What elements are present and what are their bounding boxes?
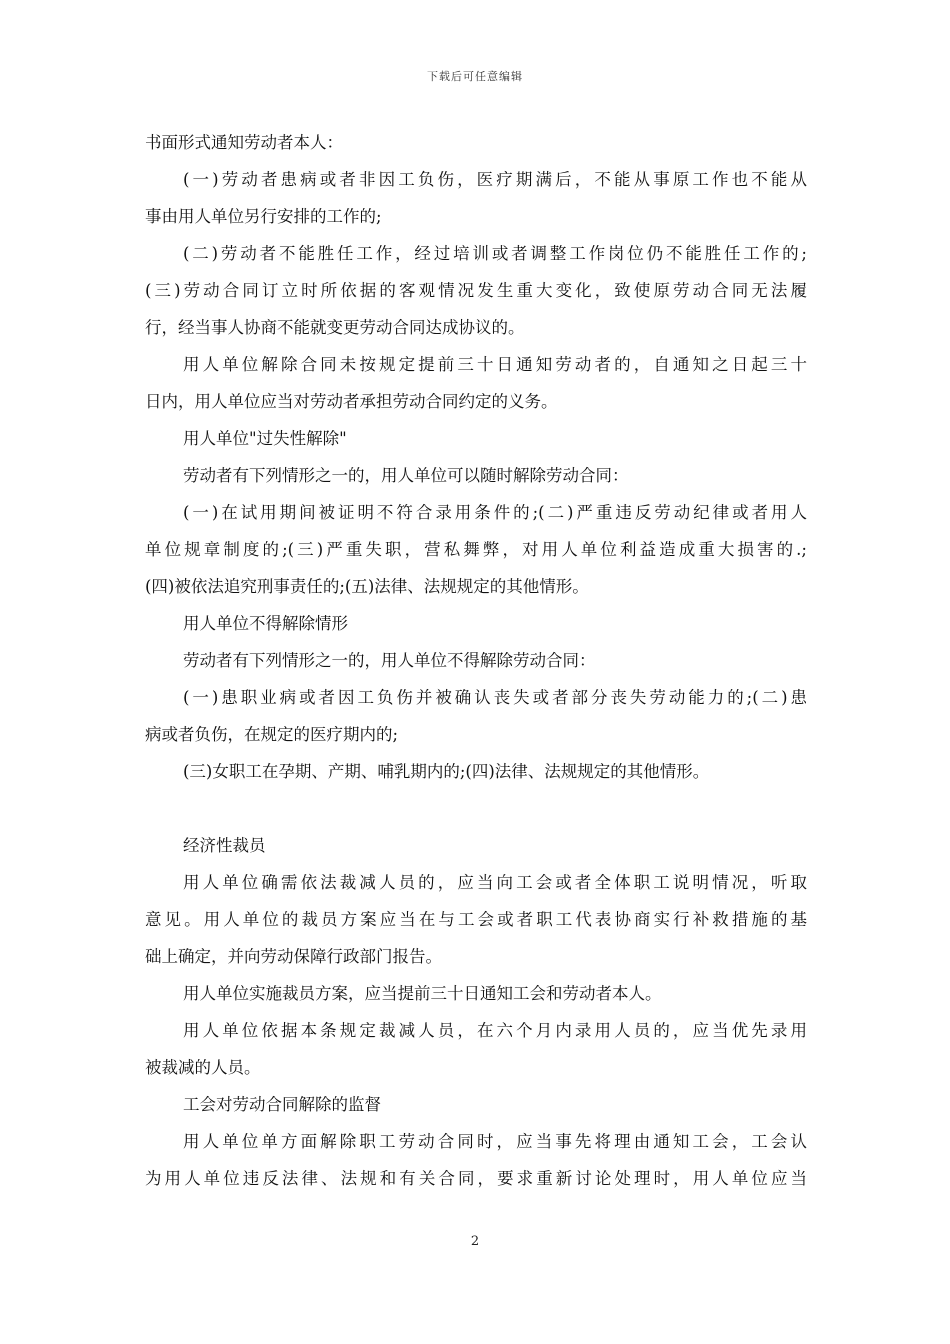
text-line: 行，经当事人协商不能就变更劳动合同达成协议的。 [145,318,525,337]
text-line: 日内，用人单位应当对劳动者承担劳动合同约定的义务。 [145,392,558,411]
text-line: 用人单位实施裁员方案，应当提前三十日通知工会和劳动者本人。 [183,984,662,1003]
text-line: 用人单位单方面解除职工劳动合同时，应当事先将理由通知工会，工会认 [183,1132,807,1151]
section-heading: 用人单位"过失性解除" [183,429,347,448]
text-line: 事由用人单位另行安排的工作的; [145,207,382,226]
text-line: (一)患职业病或者因工负伤并被确认丧失或者部分丧失劳动能力的;(二)患 [183,688,807,707]
text-line: (四)被依法追究刑事责任的;(五)法律、法规规定的其他情形。 [145,577,589,596]
page-header-note: 下载后可任意编辑 [427,70,523,83]
text-line: 病或者负伤，在规定的医疗期内的; [145,725,399,744]
text-line: 被裁减的人员。 [145,1058,261,1077]
page-number: 2 [470,1234,480,1249]
text-line: 意见。用人单位的裁员方案应当在与工会或者职工代表协商实行补救措施的基 [145,910,807,929]
text-line: 础上确定，并向劳动保障行政部门报告。 [145,947,442,966]
document-body [145,124,807,1197]
section-heading: 工会对劳动合同解除的监督 [183,1095,381,1114]
section-heading: 经济性裁员 [183,836,266,855]
text-line: (二)劳动者不能胜任工作，经过培训或者调整工作岗位仍不能胜任工作的; [183,244,807,263]
text-line: 劳动者有下列情形之一的，用人单位可以随时解除劳动合同： [183,466,629,485]
text-line: 书面形式通知劳动者本人： [145,133,343,152]
text-line: 用人单位依据本条规定裁减人员，在六个月内录用人员的，应当优先录用 [183,1021,807,1040]
text-line: (三)女职工在孕期、产期、哺乳期内的;(四)法律、法规规定的其他情形。 [183,762,710,781]
text-line: 用人单位确需依法裁减人员的，应当向工会或者全体职工说明情况，听取 [183,873,807,892]
text-line: 用人单位解除合同未按规定提前三十日通知劳动者的，自通知之日起三十 [183,355,807,374]
section-heading: 用人单位不得解除情形 [183,614,348,633]
text-line: 单位规章制度的;(三)严重失职，营私舞弊，对用人单位利益造成重大损害的.; [145,540,807,559]
text-line: (一)劳动者患病或者非因工负伤，医疗期满后，不能从事原工作也不能从 [183,170,807,189]
text-line: 劳动者有下列情形之一的，用人单位不得解除劳动合同： [183,651,596,670]
blank-line [145,790,807,827]
text-line: (一)在试用期间被证明不符合录用条件的;(二)严重违反劳动纪律或者用人 [183,503,807,522]
text-line: (三)劳动合同订立时所依据的客观情况发生重大变化，致使原劳动合同无法履 [145,281,807,300]
text-line: 为用人单位违反法律、法规和有关合同，要求重新讨论处理时，用人单位应当 [145,1169,807,1188]
